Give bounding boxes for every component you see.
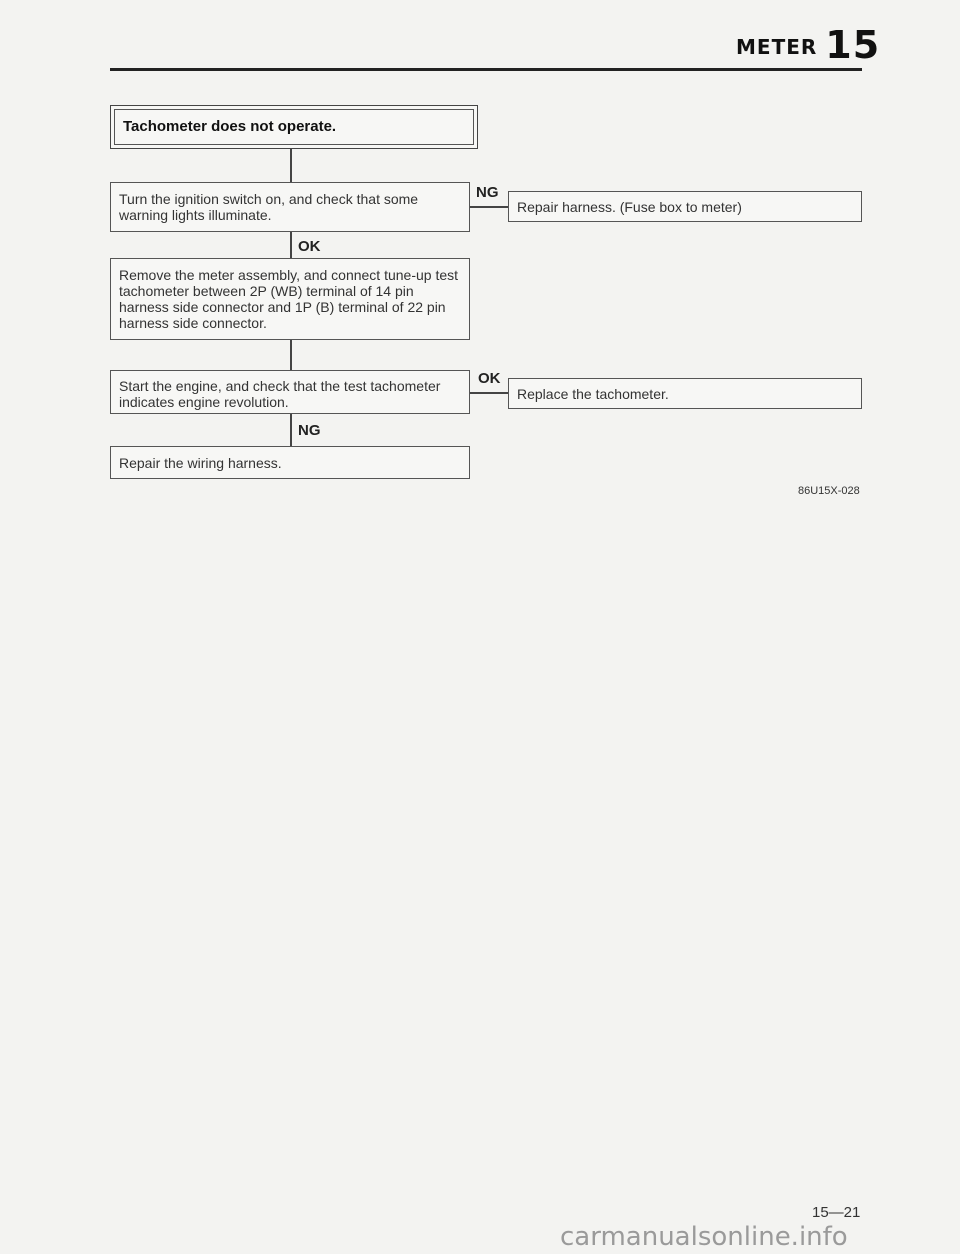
- connector-step3-ng: [290, 414, 292, 446]
- step3-text: Start the engine, and check that the test tachometer indicates engine revolution.: [119, 378, 441, 410]
- connector-step2-step3: [290, 340, 292, 370]
- figure-code: 86U15X-028: [798, 485, 860, 497]
- flowchart-title: Tachometer does not operate.: [114, 109, 474, 145]
- step1-ng-action-box: [508, 191, 862, 222]
- step3-box: [110, 370, 470, 414]
- connector-step1-ng: [470, 206, 508, 208]
- step3-ng-label: NG: [298, 422, 321, 439]
- section-header: [736, 23, 881, 67]
- connector-step3-ok: [470, 392, 508, 394]
- step1-box: [110, 182, 470, 232]
- header-rule: [110, 68, 862, 71]
- step3-ok-action-box: [508, 378, 862, 409]
- section-number: 15: [825, 23, 881, 67]
- connector-step1-step2: [290, 232, 292, 258]
- watermark: carmanualsonline.info: [560, 1222, 848, 1252]
- step1-text: Turn the ignition switch on, and check that some warning lights illuminate.: [119, 191, 419, 223]
- step3-ok-label: OK: [478, 370, 501, 387]
- step1-ok-label: OK: [298, 238, 321, 255]
- step3-ng-action-box: [110, 446, 470, 479]
- step3-ng-action-text: Repair the wiring harness.: [119, 455, 282, 471]
- step2-box: [110, 258, 470, 340]
- flowchart-title-box: [110, 105, 478, 149]
- step1-ng-label: NG: [476, 184, 499, 201]
- connector-title-step1: [290, 149, 292, 182]
- step1-ng-action-text: Repair harness. (Fuse box to meter): [517, 199, 742, 215]
- step3-ok-action-text: Replace the tachometer.: [517, 386, 669, 402]
- section-word: METER: [736, 35, 818, 59]
- step2-text: Remove the meter assembly, and connect tune-up test tachometer between 2P (WB) terminal of 14 pin harness side connector and 1P (B) terminal of 22 pin harness side connector.: [119, 267, 459, 331]
- page-number: 15—21: [812, 1204, 861, 1221]
